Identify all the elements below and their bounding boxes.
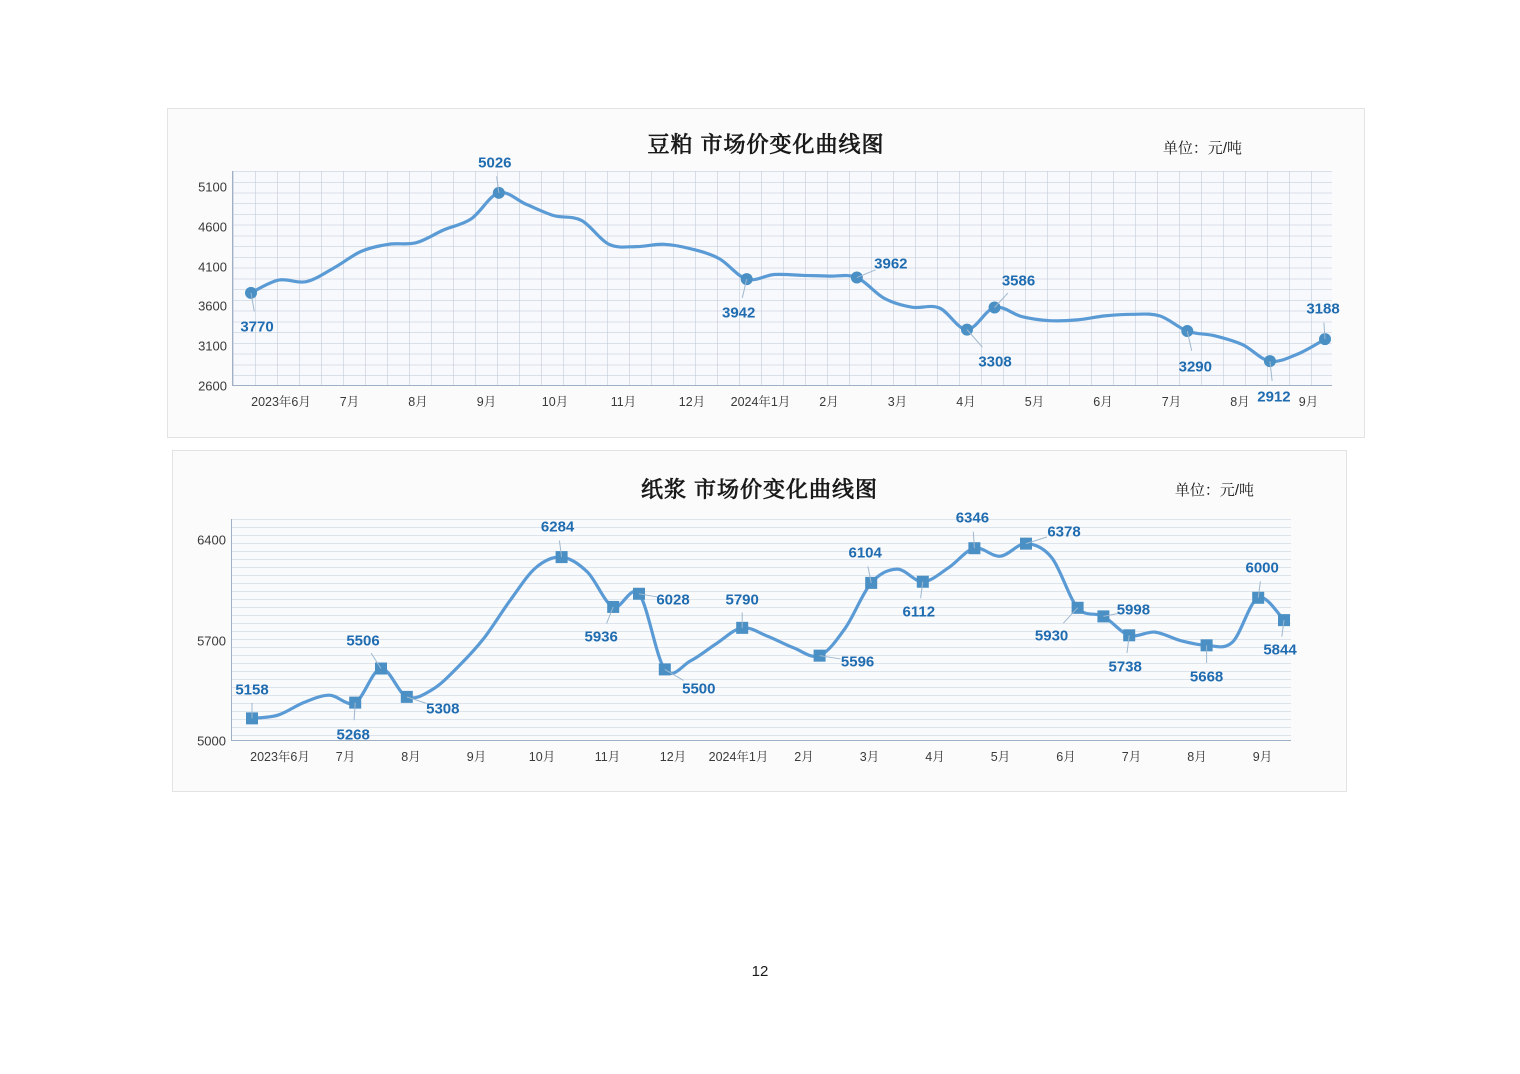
x-axis-tick: 7月	[335, 750, 356, 764]
chart-card-pulp	[172, 450, 1347, 792]
data-label: 6378	[1047, 523, 1081, 541]
x-axis-tick: 6月	[1093, 395, 1113, 409]
data-point-marker	[1097, 610, 1109, 622]
x-axis-tick: 7月	[339, 395, 360, 409]
data-label: 5738	[1108, 658, 1142, 676]
page-number: 12	[751, 963, 769, 980]
data-label: 3770	[240, 318, 274, 336]
data-label: 5998	[1116, 601, 1151, 619]
x-axis-tick: 6月	[1056, 750, 1076, 764]
y-axis-tick: 2600	[198, 378, 227, 394]
data-label: 3942	[722, 304, 756, 322]
data-point-marker	[401, 691, 413, 703]
data-label: 5268	[336, 726, 370, 744]
line-series-pulp	[232, 519, 1292, 744]
data-label: 6104	[848, 544, 882, 562]
chart-title-soybean-meal: 豆粕 市场价变化曲线图	[647, 132, 885, 157]
x-axis-tick: 10月	[541, 395, 569, 409]
data-label: 6112	[902, 603, 936, 621]
x-axis-tick: 8月	[401, 750, 421, 764]
x-axis-tick: 9月	[476, 395, 497, 409]
data-label: 5158	[235, 681, 269, 699]
data-label: 3188	[1306, 300, 1340, 318]
data-label: 5308	[426, 700, 460, 718]
data-label: 3586	[1001, 272, 1036, 290]
plot-area-pulp	[197, 509, 1297, 764]
x-axis-tick: 4月	[956, 395, 976, 409]
x-axis-tick: 10月	[528, 750, 556, 764]
data-label: 6346	[955, 509, 990, 527]
label-leader-line	[967, 330, 982, 348]
y-axis-tick: 4100	[198, 259, 227, 275]
data-label: 5506	[346, 632, 380, 650]
series-line	[251, 192, 1325, 361]
label-leader-line	[1063, 608, 1077, 623]
chart-title-pulp: 纸浆 市场价变化曲线图	[640, 477, 879, 502]
y-axis-tick: 5700	[197, 633, 226, 649]
y-axis-tick: 3600	[198, 298, 227, 314]
chart-card-soybean-meal	[167, 108, 1365, 438]
x-axis-tick: 8月	[408, 395, 428, 409]
plot-area-soybean-meal	[198, 154, 1340, 409]
x-axis-tick: 8月	[1187, 750, 1207, 764]
x-axis-tick: 2024年1月	[730, 395, 791, 409]
x-axis-tick: 2023年6月	[250, 750, 310, 764]
data-label: 2912	[1257, 388, 1291, 406]
data-label: 5596	[840, 653, 875, 671]
data-label: 5930	[1034, 627, 1069, 645]
x-axis-tick: 2024年1月	[708, 750, 769, 764]
x-axis-tick: 11月	[610, 395, 637, 409]
data-label: 6028	[656, 591, 690, 609]
x-axis-tick: 5月	[1024, 395, 1045, 409]
data-label: 6000	[1245, 559, 1279, 577]
x-axis-tick: 11月	[594, 750, 621, 764]
data-label: 5668	[1189, 668, 1224, 686]
data-point-marker	[633, 588, 645, 600]
chart-unit-pulp: 单位：元/吨	[1174, 482, 1254, 499]
data-label: 5026	[478, 154, 512, 172]
data-point-marker	[741, 273, 753, 285]
data-label: 5844	[1263, 641, 1297, 659]
x-axis-tick: 9月	[1252, 750, 1273, 764]
y-axis-tick: 5100	[198, 179, 227, 195]
y-axis-tick: 5000	[197, 733, 226, 749]
data-label: 3290	[1178, 358, 1212, 376]
label-leader-line	[995, 293, 1008, 307]
data-label: 5790	[725, 591, 759, 609]
data-point-marker	[865, 577, 877, 589]
data-point-marker	[659, 663, 671, 675]
x-axis-tick: 12月	[678, 395, 706, 409]
x-axis-tick: 9月	[1298, 395, 1319, 409]
x-axis-tick: 5月	[990, 750, 1011, 764]
x-axis-tick: 3月	[859, 750, 880, 764]
x-axis-tick: 8月	[1230, 395, 1250, 409]
x-axis-tick: 12月	[659, 750, 687, 764]
data-point-marker	[1181, 325, 1193, 337]
data-label: 5936	[584, 628, 618, 646]
data-label: 3308	[978, 353, 1012, 371]
data-label: 6284	[540, 518, 575, 536]
x-axis-tick: 9月	[466, 750, 487, 764]
x-axis-tick: 7月	[1121, 750, 1142, 764]
line-series-soybean-meal	[233, 171, 1333, 386]
x-axis-tick: 2月	[794, 750, 814, 764]
y-axis-tick: 6400	[197, 532, 226, 548]
data-point-marker	[556, 551, 568, 563]
data-label: 5500	[682, 680, 716, 698]
x-axis-tick: 2023年6月	[251, 395, 311, 409]
y-axis-tick: 4600	[198, 219, 227, 235]
y-axis-tick: 3100	[198, 338, 227, 354]
x-axis-tick: 7月	[1161, 395, 1182, 409]
x-axis-tick: 3月	[887, 395, 908, 409]
data-label: 3962	[874, 255, 908, 273]
x-axis-tick: 2月	[819, 395, 839, 409]
chart-unit-soybean-meal: 单位：元/吨	[1162, 140, 1242, 157]
x-axis-tick: 4月	[925, 750, 945, 764]
